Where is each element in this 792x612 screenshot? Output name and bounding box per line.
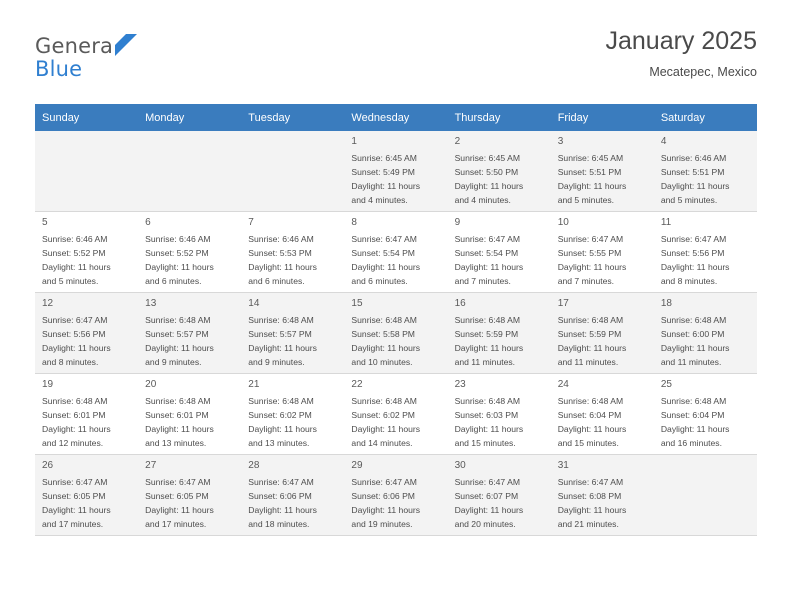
day-daylight1-text: Daylight: 11 hours	[454, 505, 524, 516]
calendar-day-cell[interactable]	[448, 212, 551, 293]
day-sunset-text: Sunset: 6:00 PM	[660, 329, 725, 340]
calendar-day-cell[interactable]	[241, 455, 344, 536]
day-number: 11	[660, 217, 672, 228]
day-daylight2-text: and 17 minutes.	[145, 518, 207, 529]
calendar-day-cell[interactable]	[138, 374, 241, 455]
day-daylight1-text: Daylight: 11 hours	[42, 424, 111, 435]
day-number: 24	[557, 379, 569, 390]
day-sunrise-text: Sunrise: 6:47 AM	[660, 234, 727, 245]
calendar-week-row	[35, 374, 757, 455]
day-daylight1-text: Daylight: 11 hours	[351, 505, 421, 516]
day-sunset-text: Sunset: 5:59 PM	[454, 329, 519, 340]
day-daylight2-text: and 15 minutes.	[454, 437, 516, 448]
day-sunrise-text: Sunrise: 6:48 AM	[145, 396, 211, 407]
page-title: January 2025	[605, 27, 757, 55]
weekday-header-thursday: Thursday	[448, 104, 551, 131]
day-number: 28	[248, 460, 260, 471]
day-daylight2-text: and 21 minutes.	[557, 518, 619, 529]
day-sunset-text: Sunset: 5:56 PM	[42, 329, 106, 340]
day-number: 18	[660, 298, 672, 309]
calendar-day-cell[interactable]	[344, 455, 447, 536]
calendar-day-cell[interactable]	[654, 131, 757, 212]
day-sunset-text: Sunset: 6:03 PM	[454, 410, 519, 421]
day-number: 13	[145, 298, 157, 309]
day-number: 17	[557, 298, 569, 309]
day-daylight1-text: Daylight: 11 hours	[145, 424, 214, 435]
day-number: 3	[557, 136, 564, 147]
calendar-cell-empty	[654, 455, 757, 536]
calendar-day-cell[interactable]	[35, 293, 138, 374]
day-daylight1-text: Daylight: 11 hours	[351, 343, 421, 354]
calendar-day-cell[interactable]	[654, 212, 757, 293]
day-daylight2-text: and 18 minutes.	[248, 518, 310, 529]
weekday-header-sunday: Sunday	[35, 104, 138, 131]
day-daylight1-text: Daylight: 11 hours	[145, 505, 214, 516]
day-number: 6	[145, 217, 151, 228]
day-sunset-text: Sunset: 5:57 PM	[248, 329, 312, 340]
day-number: 4	[660, 136, 667, 147]
day-number: 27	[145, 460, 157, 471]
day-number: 1	[351, 136, 357, 147]
page-header	[35, 28, 757, 90]
calendar-day-cell[interactable]	[654, 293, 757, 374]
day-daylight1-text: Daylight: 11 hours	[42, 505, 111, 516]
weekday-header-monday: Monday	[138, 104, 241, 131]
day-sunrise-text: Sunrise: 6:47 AM	[351, 234, 417, 245]
day-sunrise-text: Sunrise: 6:48 AM	[660, 396, 727, 407]
day-daylight1-text: Daylight: 11 hours	[557, 262, 627, 273]
day-daylight1-text: Daylight: 11 hours	[660, 424, 730, 435]
day-number: 29	[351, 460, 363, 471]
day-daylight2-text: and 5 minutes.	[660, 194, 718, 205]
page-subtitle: Mecatepec, Mexico	[649, 64, 757, 79]
day-daylight1-text: Daylight: 11 hours	[248, 343, 317, 354]
calendar-day-cell[interactable]	[551, 131, 654, 212]
day-daylight1-text: Daylight: 11 hours	[248, 424, 317, 435]
calendar-day-cell[interactable]	[138, 212, 241, 293]
calendar-day-cell[interactable]	[344, 293, 447, 374]
day-sunrise-text: Sunrise: 6:47 AM	[42, 477, 108, 488]
day-daylight1-text: Daylight: 11 hours	[557, 424, 627, 435]
calendar-cell-empty	[241, 131, 344, 212]
day-daylight1-text: Daylight: 11 hours	[248, 262, 317, 273]
calendar-week-row	[35, 131, 757, 212]
day-sunrise-text: Sunrise: 6:48 AM	[145, 315, 211, 326]
calendar-day-cell[interactable]	[551, 293, 654, 374]
calendar-day-cell[interactable]	[448, 455, 551, 536]
day-number: 12	[42, 298, 54, 309]
day-daylight2-text: and 11 minutes.	[557, 356, 619, 367]
day-sunrise-text: Sunrise: 6:45 AM	[557, 153, 624, 164]
day-sunrise-text: Sunrise: 6:48 AM	[351, 315, 417, 326]
day-sunset-text: Sunset: 6:01 PM	[145, 410, 209, 421]
day-daylight2-text: and 7 minutes.	[454, 275, 511, 286]
day-sunrise-text: Sunrise: 6:48 AM	[42, 396, 108, 407]
day-daylight2-text: and 15 minutes.	[557, 437, 619, 448]
day-daylight1-text: Daylight: 11 hours	[557, 505, 627, 516]
calendar-day-cell[interactable]	[241, 293, 344, 374]
day-sunset-text: Sunset: 6:04 PM	[660, 410, 725, 421]
day-daylight1-text: Daylight: 11 hours	[454, 181, 524, 192]
day-number: 2	[454, 136, 461, 147]
day-sunrise-text: Sunrise: 6:48 AM	[351, 396, 417, 407]
calendar-day-cell[interactable]	[344, 131, 447, 212]
calendar-day-cell[interactable]	[551, 212, 654, 293]
calendar-week-row	[35, 212, 757, 293]
day-sunrise-text: Sunrise: 6:48 AM	[557, 315, 624, 326]
day-sunset-text: Sunset: 5:56 PM	[660, 248, 725, 259]
day-sunset-text: Sunset: 5:51 PM	[557, 167, 622, 178]
calendar-header-row	[35, 104, 757, 131]
day-number: 23	[454, 379, 466, 390]
day-sunrise-text: Sunrise: 6:48 AM	[248, 396, 314, 407]
day-daylight2-text: and 5 minutes.	[42, 275, 99, 286]
day-sunrise-text: Sunrise: 6:48 AM	[454, 315, 521, 326]
day-sunrise-text: Sunrise: 6:48 AM	[557, 396, 624, 407]
day-sunset-text: Sunset: 6:04 PM	[557, 410, 622, 421]
day-daylight2-text: and 4 minutes.	[454, 194, 511, 205]
calendar-day-cell[interactable]	[654, 374, 757, 455]
day-sunset-text: Sunset: 5:57 PM	[145, 329, 209, 340]
day-sunrise-text: Sunrise: 6:47 AM	[454, 234, 521, 245]
day-sunset-text: Sunset: 5:54 PM	[351, 248, 415, 259]
day-sunrise-text: Sunrise: 6:48 AM	[454, 396, 521, 407]
day-sunrise-text: Sunrise: 6:46 AM	[660, 153, 727, 164]
calendar-day-cell[interactable]	[241, 374, 344, 455]
day-number: 14	[248, 298, 260, 309]
day-daylight2-text: and 16 minutes.	[660, 437, 722, 448]
logo-flag-inner-icon	[115, 34, 126, 45]
day-daylight2-text: and 14 minutes.	[351, 437, 413, 448]
day-daylight1-text: Daylight: 11 hours	[351, 424, 421, 435]
day-sunrise-text: Sunrise: 6:47 AM	[248, 477, 314, 488]
day-daylight1-text: Daylight: 11 hours	[351, 181, 421, 192]
day-daylight2-text: and 11 minutes.	[660, 356, 722, 367]
day-sunset-text: Sunset: 6:02 PM	[351, 410, 415, 421]
day-number: 20	[145, 379, 157, 390]
day-sunrise-text: Sunrise: 6:46 AM	[145, 234, 211, 245]
day-number: 8	[351, 217, 357, 228]
calendar-table	[35, 104, 757, 536]
weekday-header-wednesday: Wednesday	[344, 104, 447, 131]
day-sunrise-text: Sunrise: 6:45 AM	[454, 153, 521, 164]
day-sunset-text: Sunset: 5:54 PM	[454, 248, 519, 259]
day-daylight1-text: Daylight: 11 hours	[454, 343, 524, 354]
day-sunset-text: Sunset: 6:07 PM	[454, 491, 519, 502]
weekday-header-friday: Friday	[551, 104, 654, 131]
day-daylight2-text: and 8 minutes.	[660, 275, 718, 286]
day-number: 5	[42, 217, 48, 228]
calendar-day-cell[interactable]	[344, 374, 447, 455]
day-sunrise-text: Sunrise: 6:46 AM	[248, 234, 314, 245]
calendar-week-row	[35, 455, 757, 536]
calendar-day-cell[interactable]	[35, 212, 138, 293]
day-sunset-text: Sunset: 5:53 PM	[248, 248, 312, 259]
day-number: 10	[557, 217, 569, 228]
calendar-day-cell[interactable]	[138, 293, 241, 374]
title-block	[605, 28, 757, 79]
day-daylight2-text: and 8 minutes.	[42, 356, 99, 367]
weekday-header-tuesday: Tuesday	[241, 104, 344, 131]
day-daylight1-text: Daylight: 11 hours	[557, 343, 627, 354]
day-sunset-text: Sunset: 6:05 PM	[145, 491, 209, 502]
calendar-day-cell[interactable]	[138, 455, 241, 536]
generalblue-logo[interactable]	[35, 28, 155, 80]
weekday-header-saturday: Saturday	[654, 104, 757, 131]
logo-text-general: General	[35, 34, 120, 58]
day-daylight2-text: and 5 minutes.	[557, 194, 615, 205]
day-daylight1-text: Daylight: 11 hours	[660, 343, 730, 354]
day-sunset-text: Sunset: 5:58 PM	[351, 329, 415, 340]
day-daylight1-text: Daylight: 11 hours	[660, 262, 730, 273]
day-number: 15	[351, 298, 363, 309]
day-number: 22	[351, 379, 363, 390]
day-sunrise-text: Sunrise: 6:47 AM	[351, 477, 417, 488]
day-sunset-text: Sunset: 5:52 PM	[42, 248, 106, 259]
calendar-day-cell[interactable]	[241, 212, 344, 293]
day-sunrise-text: Sunrise: 6:47 AM	[145, 477, 211, 488]
calendar-day-cell[interactable]	[35, 374, 138, 455]
day-sunrise-text: Sunrise: 6:45 AM	[351, 153, 417, 164]
day-daylight1-text: Daylight: 11 hours	[557, 181, 627, 192]
day-daylight2-text: and 19 minutes.	[351, 518, 413, 529]
day-sunset-text: Sunset: 6:05 PM	[42, 491, 106, 502]
day-daylight2-text: and 13 minutes.	[248, 437, 310, 448]
day-number: 31	[557, 460, 569, 471]
day-number: 19	[42, 379, 54, 390]
day-number: 16	[454, 298, 466, 309]
calendar-day-cell[interactable]	[551, 374, 654, 455]
day-number: 25	[660, 379, 672, 390]
day-daylight2-text: and 6 minutes.	[248, 275, 305, 286]
day-daylight2-text: and 20 minutes.	[454, 518, 516, 529]
day-daylight2-text: and 6 minutes.	[145, 275, 202, 286]
day-daylight2-text: and 4 minutes.	[351, 194, 408, 205]
day-daylight1-text: Daylight: 11 hours	[454, 262, 524, 273]
day-sunrise-text: Sunrise: 6:47 AM	[454, 477, 521, 488]
day-sunrise-text: Sunrise: 6:47 AM	[42, 315, 108, 326]
day-sunrise-text: Sunrise: 6:47 AM	[557, 477, 624, 488]
day-number: 26	[42, 460, 54, 471]
day-daylight1-text: Daylight: 11 hours	[42, 262, 111, 273]
day-daylight2-text: and 13 minutes.	[145, 437, 207, 448]
day-daylight2-text: and 9 minutes.	[145, 356, 202, 367]
day-daylight2-text: and 7 minutes.	[557, 275, 615, 286]
day-daylight1-text: Daylight: 11 hours	[248, 505, 317, 516]
day-daylight2-text: and 10 minutes.	[351, 356, 413, 367]
day-sunset-text: Sunset: 6:08 PM	[557, 491, 622, 502]
calendar-week-row	[35, 293, 757, 374]
calendar-cell-empty	[35, 131, 138, 212]
day-daylight1-text: Daylight: 11 hours	[145, 262, 214, 273]
day-daylight2-text: and 6 minutes.	[351, 275, 408, 286]
day-sunset-text: Sunset: 5:59 PM	[557, 329, 622, 340]
day-daylight2-text: and 9 minutes.	[248, 356, 305, 367]
calendar-day-cell[interactable]	[344, 212, 447, 293]
day-number: 30	[454, 460, 466, 471]
day-sunset-text: Sunset: 5:49 PM	[351, 167, 415, 178]
day-daylight1-text: Daylight: 11 hours	[660, 181, 730, 192]
calendar-body	[35, 131, 757, 536]
day-number: 9	[454, 217, 461, 228]
calendar-cell-empty	[138, 131, 241, 212]
day-sunset-text: Sunset: 5:51 PM	[660, 167, 725, 178]
day-sunset-text: Sunset: 6:01 PM	[42, 410, 106, 421]
day-daylight2-text: and 12 minutes.	[42, 437, 104, 448]
day-daylight1-text: Daylight: 11 hours	[454, 424, 524, 435]
day-sunset-text: Sunset: 6:02 PM	[248, 410, 312, 421]
day-sunset-text: Sunset: 5:52 PM	[145, 248, 209, 259]
day-daylight2-text: and 11 minutes.	[454, 356, 516, 367]
day-sunrise-text: Sunrise: 6:48 AM	[248, 315, 314, 326]
day-sunrise-text: Sunrise: 6:48 AM	[660, 315, 727, 326]
calendar-day-cell[interactable]	[35, 455, 138, 536]
day-sunset-text: Sunset: 5:50 PM	[454, 167, 519, 178]
day-daylight2-text: and 17 minutes.	[42, 518, 104, 529]
calendar-day-cell[interactable]	[448, 131, 551, 212]
day-number: 7	[248, 217, 254, 228]
day-sunrise-text: Sunrise: 6:46 AM	[42, 234, 108, 245]
day-daylight1-text: Daylight: 11 hours	[351, 262, 421, 273]
day-sunrise-text: Sunrise: 6:47 AM	[557, 234, 624, 245]
calendar-day-cell[interactable]	[448, 374, 551, 455]
day-number: 21	[248, 379, 260, 390]
logo-text-blue: Blue	[35, 57, 83, 81]
day-sunset-text: Sunset: 6:06 PM	[248, 491, 312, 502]
day-daylight1-text: Daylight: 11 hours	[145, 343, 214, 354]
day-sunset-text: Sunset: 6:06 PM	[351, 491, 415, 502]
calendar-day-cell[interactable]	[448, 293, 551, 374]
calendar-day-cell[interactable]	[551, 455, 654, 536]
day-sunset-text: Sunset: 5:55 PM	[557, 248, 622, 259]
day-daylight1-text: Daylight: 11 hours	[42, 343, 111, 354]
